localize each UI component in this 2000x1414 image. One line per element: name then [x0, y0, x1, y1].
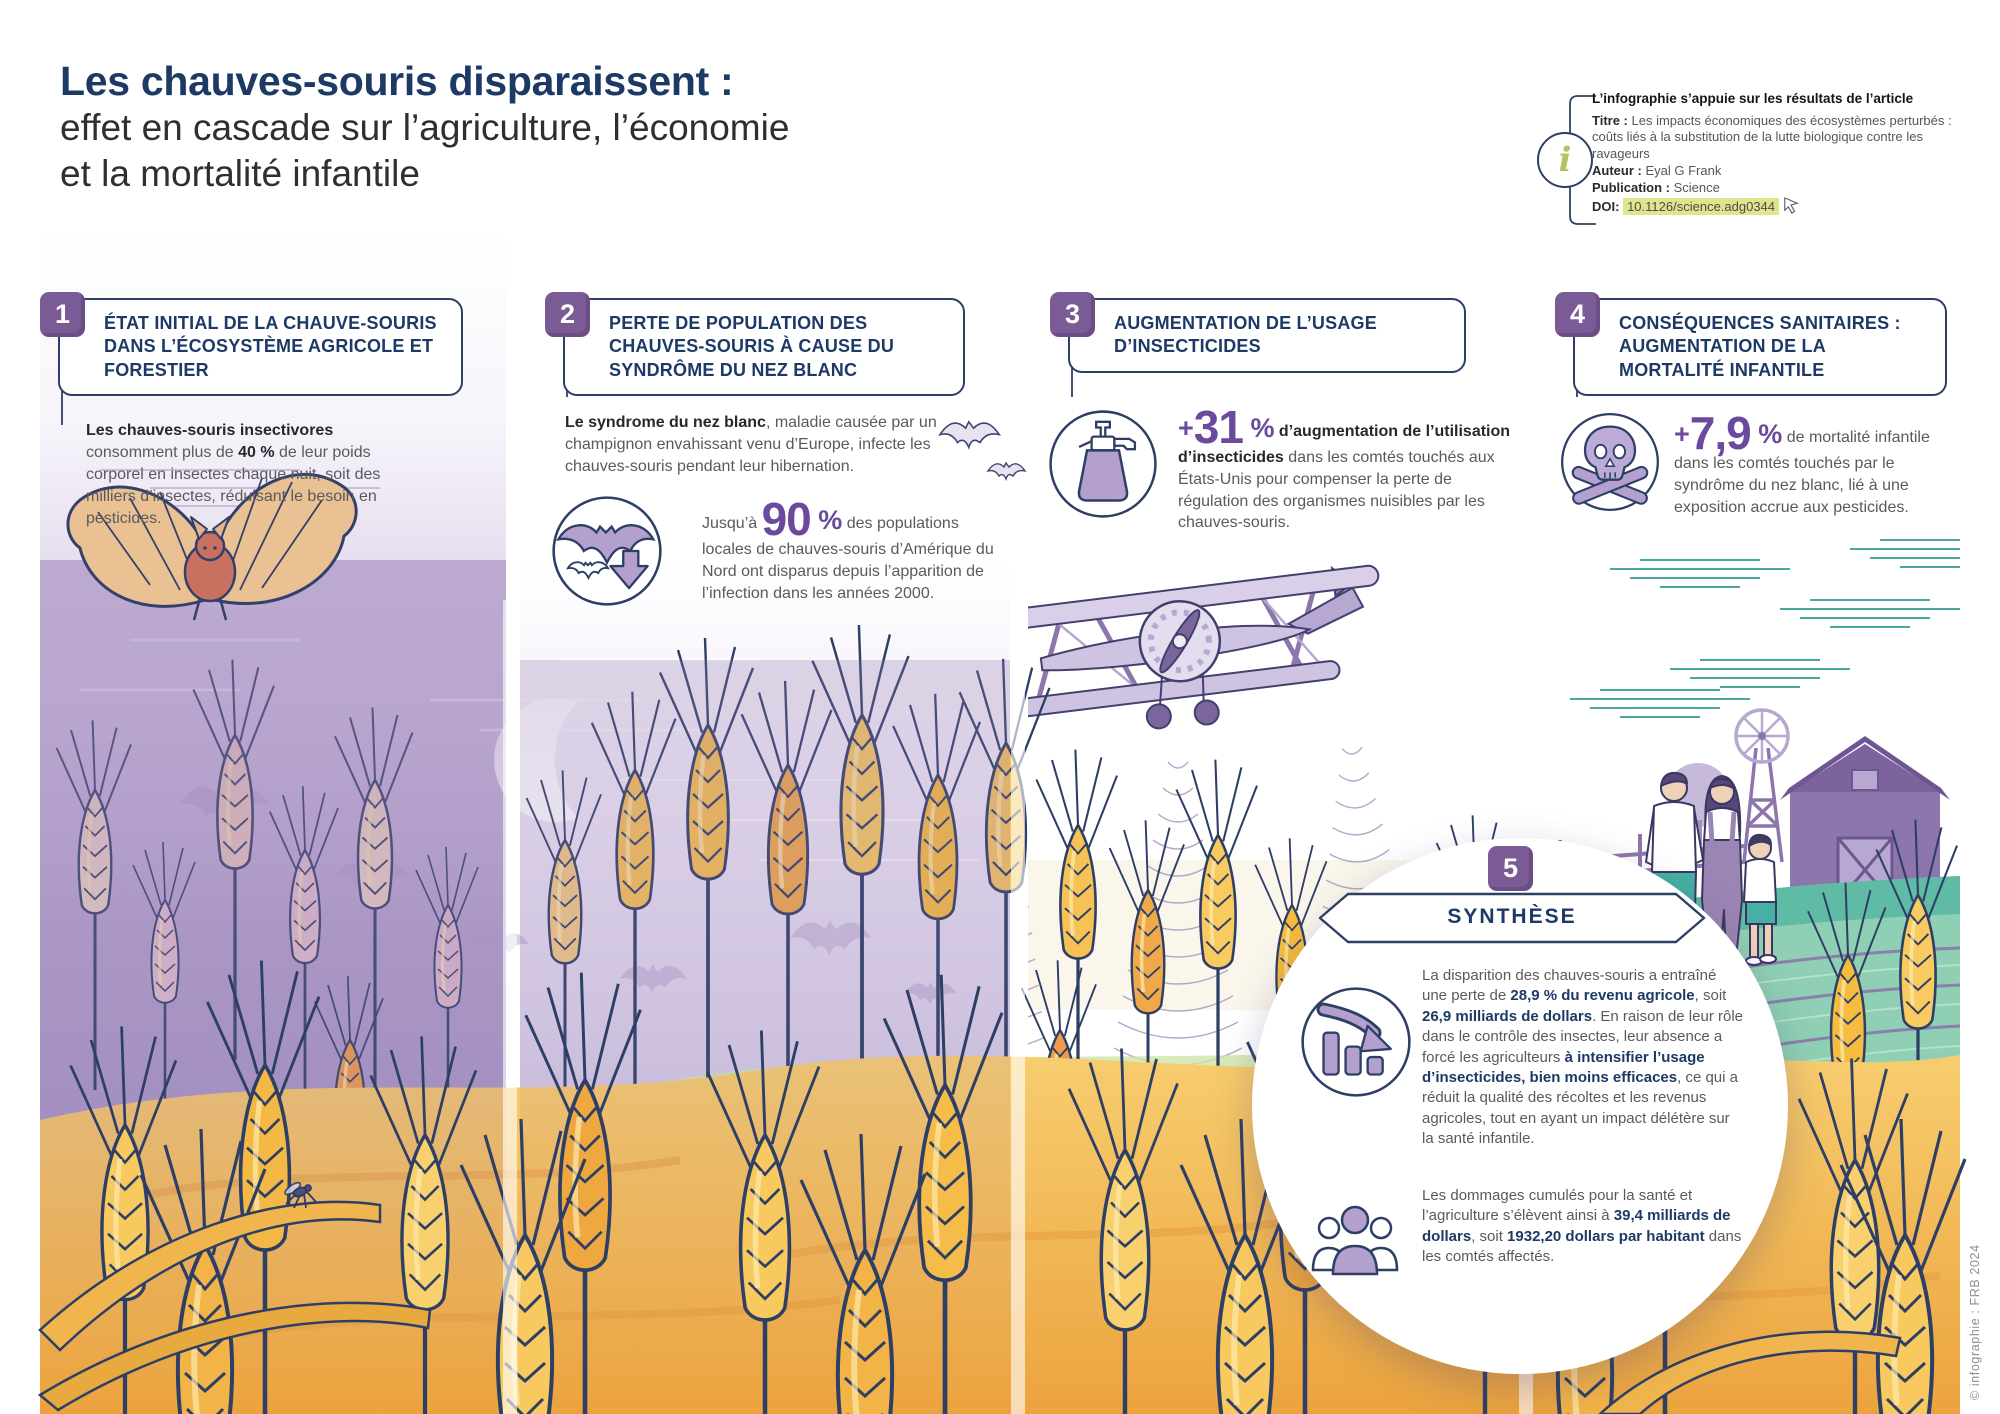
synthesis-title: SYNTHÈSE — [1447, 905, 1577, 928]
source-heading: L’infographie s’appuie sur les résultats de l’article — [1592, 91, 1914, 106]
skull-crossbones-icon — [1558, 410, 1662, 514]
title-line: et la mortalité infantile — [60, 152, 420, 194]
section5-number-badge: 5 — [1488, 846, 1533, 891]
doi-link[interactable]: 10.1126/science.adg0344 — [1623, 198, 1779, 215]
section1-body: Les chauves-souris insectivores consomment plus de 40 % de leur poids corporel en insectes chaque nuit, soit des milliers d’insectes, réduisant le besoin en pesticides. — [86, 422, 381, 528]
section2-header: PERTE DE POPULATION DES CHAUVES-SOURIS À CAUSE DU SYNDRÔME DU NEZ BLANC — [563, 298, 965, 396]
people-icon — [1305, 1192, 1405, 1292]
source-row-author: Auteur : Eyal G Frank — [1592, 163, 1722, 179]
section4-number-badge: 4 — [1555, 292, 1600, 337]
source-row-title: Titre : Les impacts économiques des écosystèmes perturbés : coûts liés à la substitution de la lutte biologique contre les ravageurs — [1592, 112, 1952, 162]
cursor-icon — [1783, 197, 1799, 214]
synthesis-para1: La disparition des chauves-souris a entraîné une perte de 28,9 % du revenu agricole, soit 26,9 milliards de dollars. En raison de leur rôle dans le contrôle des insectes, leur absence a forcé les agriculteurs à intensifier l’usage d’insecticides, bien moins efficaces, ce qui a réduit la qualité des récoltes et les revenus agricoles, tout en ayant un impact délétère sur la santé infantile. — [1422, 967, 1743, 1148]
page-title — [60, 58, 960, 197]
spray-bottle-icon — [1046, 407, 1160, 521]
title-line: effet en cascade sur l’agriculture, l’économie — [60, 107, 790, 148]
source-row-publication: Publication : Science — [1592, 180, 1720, 196]
section3-stat: +31 % d’augmentation de l’utilisation d’insecticides dans les comtés touchés aux États-Unis pour compenser la perte de régulation des organismes nuisibles par les chauves-souris. — [1178, 401, 1511, 532]
synthesis-para2: Les dommages cumulés pour la santé et l’agriculture s’élèvent ainsi à 39,4 milliards de dollars, soit 1932,20 dollars par habitant dans les comtés affectés. — [1422, 1187, 1742, 1266]
section3-header: AUGMENTATION DE L’USAGE D’INSECTICIDES — [1068, 298, 1466, 373]
section3-number-badge: 3 — [1050, 292, 1095, 337]
section2-stat: Jusqu’à 90 % des populations locales de chauves-souris d’Amérique du Nord ont disparus depuis l’apparition de l’infection dans les années 2000. — [702, 493, 994, 602]
info-icon: i — [1537, 132, 1593, 188]
section1-header: ÉTAT INITIAL DE LA CHAUVE-SOURIS DANS L’ÉCOSYSTÈME AGRICOLE ET FORESTIER — [58, 298, 463, 396]
section2-number-badge: 2 — [545, 292, 590, 337]
section4-stat: +7,9 % de mortalité infantile dans les comtés touchés par le syndrôme du nez blanc, lié à une exposition accrue aux pesticides. — [1674, 407, 1930, 516]
source-row-doi: DOI: 10.1126/science.adg0344 — [1592, 197, 1964, 216]
source-box — [1592, 90, 1964, 216]
section2-body: Le syndrome du nez blanc, maladie causée par un champignon envahissant venu d’Europe, infecte les chauves-souris pendant leur hibernation. — [565, 414, 937, 476]
copyright-note: © infographie : FRB 2024 — [1968, 1244, 1982, 1400]
declining-chart-icon — [1298, 984, 1414, 1100]
bat-decline-icon — [549, 493, 665, 609]
section1-number-badge: 1 — [40, 292, 85, 337]
section4-header: CONSÉQUENCES SANITAIRES : AUGMENTATION DE LA MORTALITÉ INFANTILE — [1573, 298, 1947, 396]
title-accent: Les chauves-souris disparaissent : — [60, 58, 734, 104]
